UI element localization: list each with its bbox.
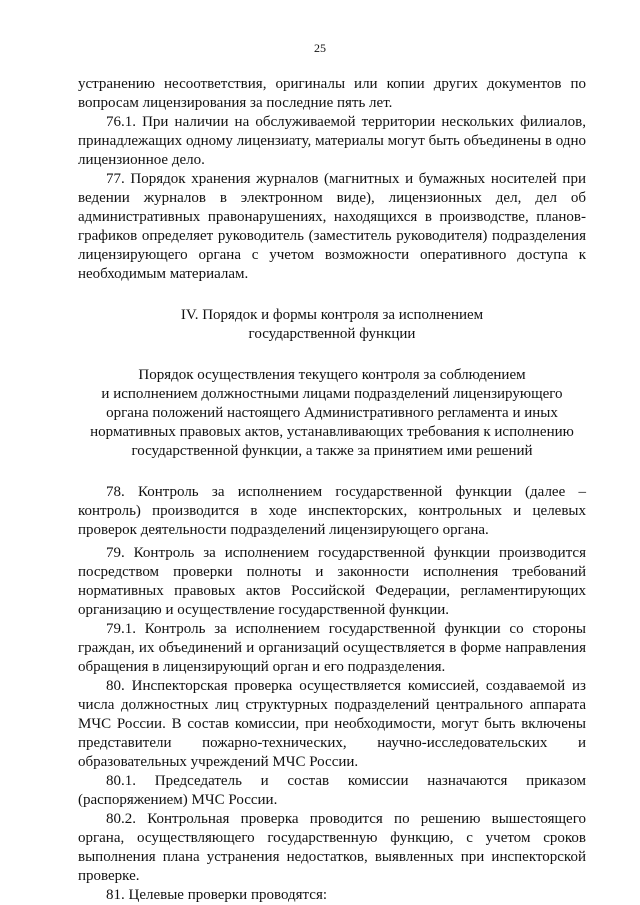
section-heading <box>78 306 586 344</box>
paragraph-80-1: 80.1. Председатель и состав комиссии назначаются приказом (распоряжением) МЧС России. <box>78 773 586 808</box>
subsection-heading-line: органа положений настоящего Административного регламента и иных <box>106 405 558 421</box>
document-body <box>78 75 586 905</box>
subsection-heading-line: нормативных правовых актов, устанавливающих требования к исполнению <box>90 424 574 440</box>
subsection-heading-line: Порядок осуществления текущего контроля за соблюдением <box>138 367 526 383</box>
page-number: 25 <box>314 41 326 55</box>
paragraph-76-1: 76.1. При наличии на обслуживаемой территории нескольких филиалов, принадлежащих одному лицензиату, материалы могут быть объединены в одно лицензионное дело. <box>78 114 586 168</box>
paragraph-continuation: устранению несоответствия, оригиналы или копии других документов по вопросам лицензирования за последние пять лет. <box>78 76 586 111</box>
paragraph-79: 79. Контроль за исполнением государственной функции производится посредством проверки полноты и законности исполнения требований нормативных правовых актов Российской Федерации, регламентирующих организацию и осуществление государственной функции. <box>78 545 586 618</box>
paragraph-80-2: 80.2. Контрольная проверка проводится по решению вышестоящего органа, осуществляющего государственную функцию, с учетом сроков выполнения плана устранения недостатков, выявленных при инспекторской проверке. <box>78 811 586 884</box>
section-heading-line: государственной функции <box>248 326 416 342</box>
paragraph-78: 78. Контроль за исполнением государственной функции (далее – контроль) производится в ходе инспекторских, контрольных и целевых проверок деятельности подразделений лицензирующего органа. <box>78 484 586 538</box>
subsection-heading <box>78 366 586 461</box>
paragraph-81: 81. Целевые проверки проводятся: <box>106 887 328 903</box>
subsection-heading-line: государственной функции, а также за принятием ими решений <box>131 443 533 459</box>
paragraph-77: 77. Порядок хранения журналов (магнитных и бумажных носителей при ведении журналов в электронном виде), лицензионных дел, дел об административных правонарушениях, находящихся в производстве, планов-графиков определяет руководитель (заместитель руководителя) подразделения лицензирующего органа с учетом возможности оперативного доступа к необходимым материалам. <box>78 171 586 282</box>
section-heading-line: IV. Порядок и формы контроля за исполнением <box>180 307 484 323</box>
paragraph-79-1: 79.1. Контроль за исполнением государственной функции со стороны граждан, их объединений и организаций осуществляется в форме направления обращения в лицензирующий орган и его подразделения. <box>78 621 586 675</box>
paragraph-80: 80. Инспекторская проверка осуществляется комиссией, создаваемой из числа должностных лиц структурных подразделений центрального аппарата МЧС России. В состав комиссии, при необходимости, могут быть включены представители пожарно-технических, научно-исследовательских и образовательных учреждений МЧС России. <box>78 678 586 770</box>
subsection-heading-line: и исполнением должностными лицами подразделений лицензирующего <box>101 386 563 402</box>
